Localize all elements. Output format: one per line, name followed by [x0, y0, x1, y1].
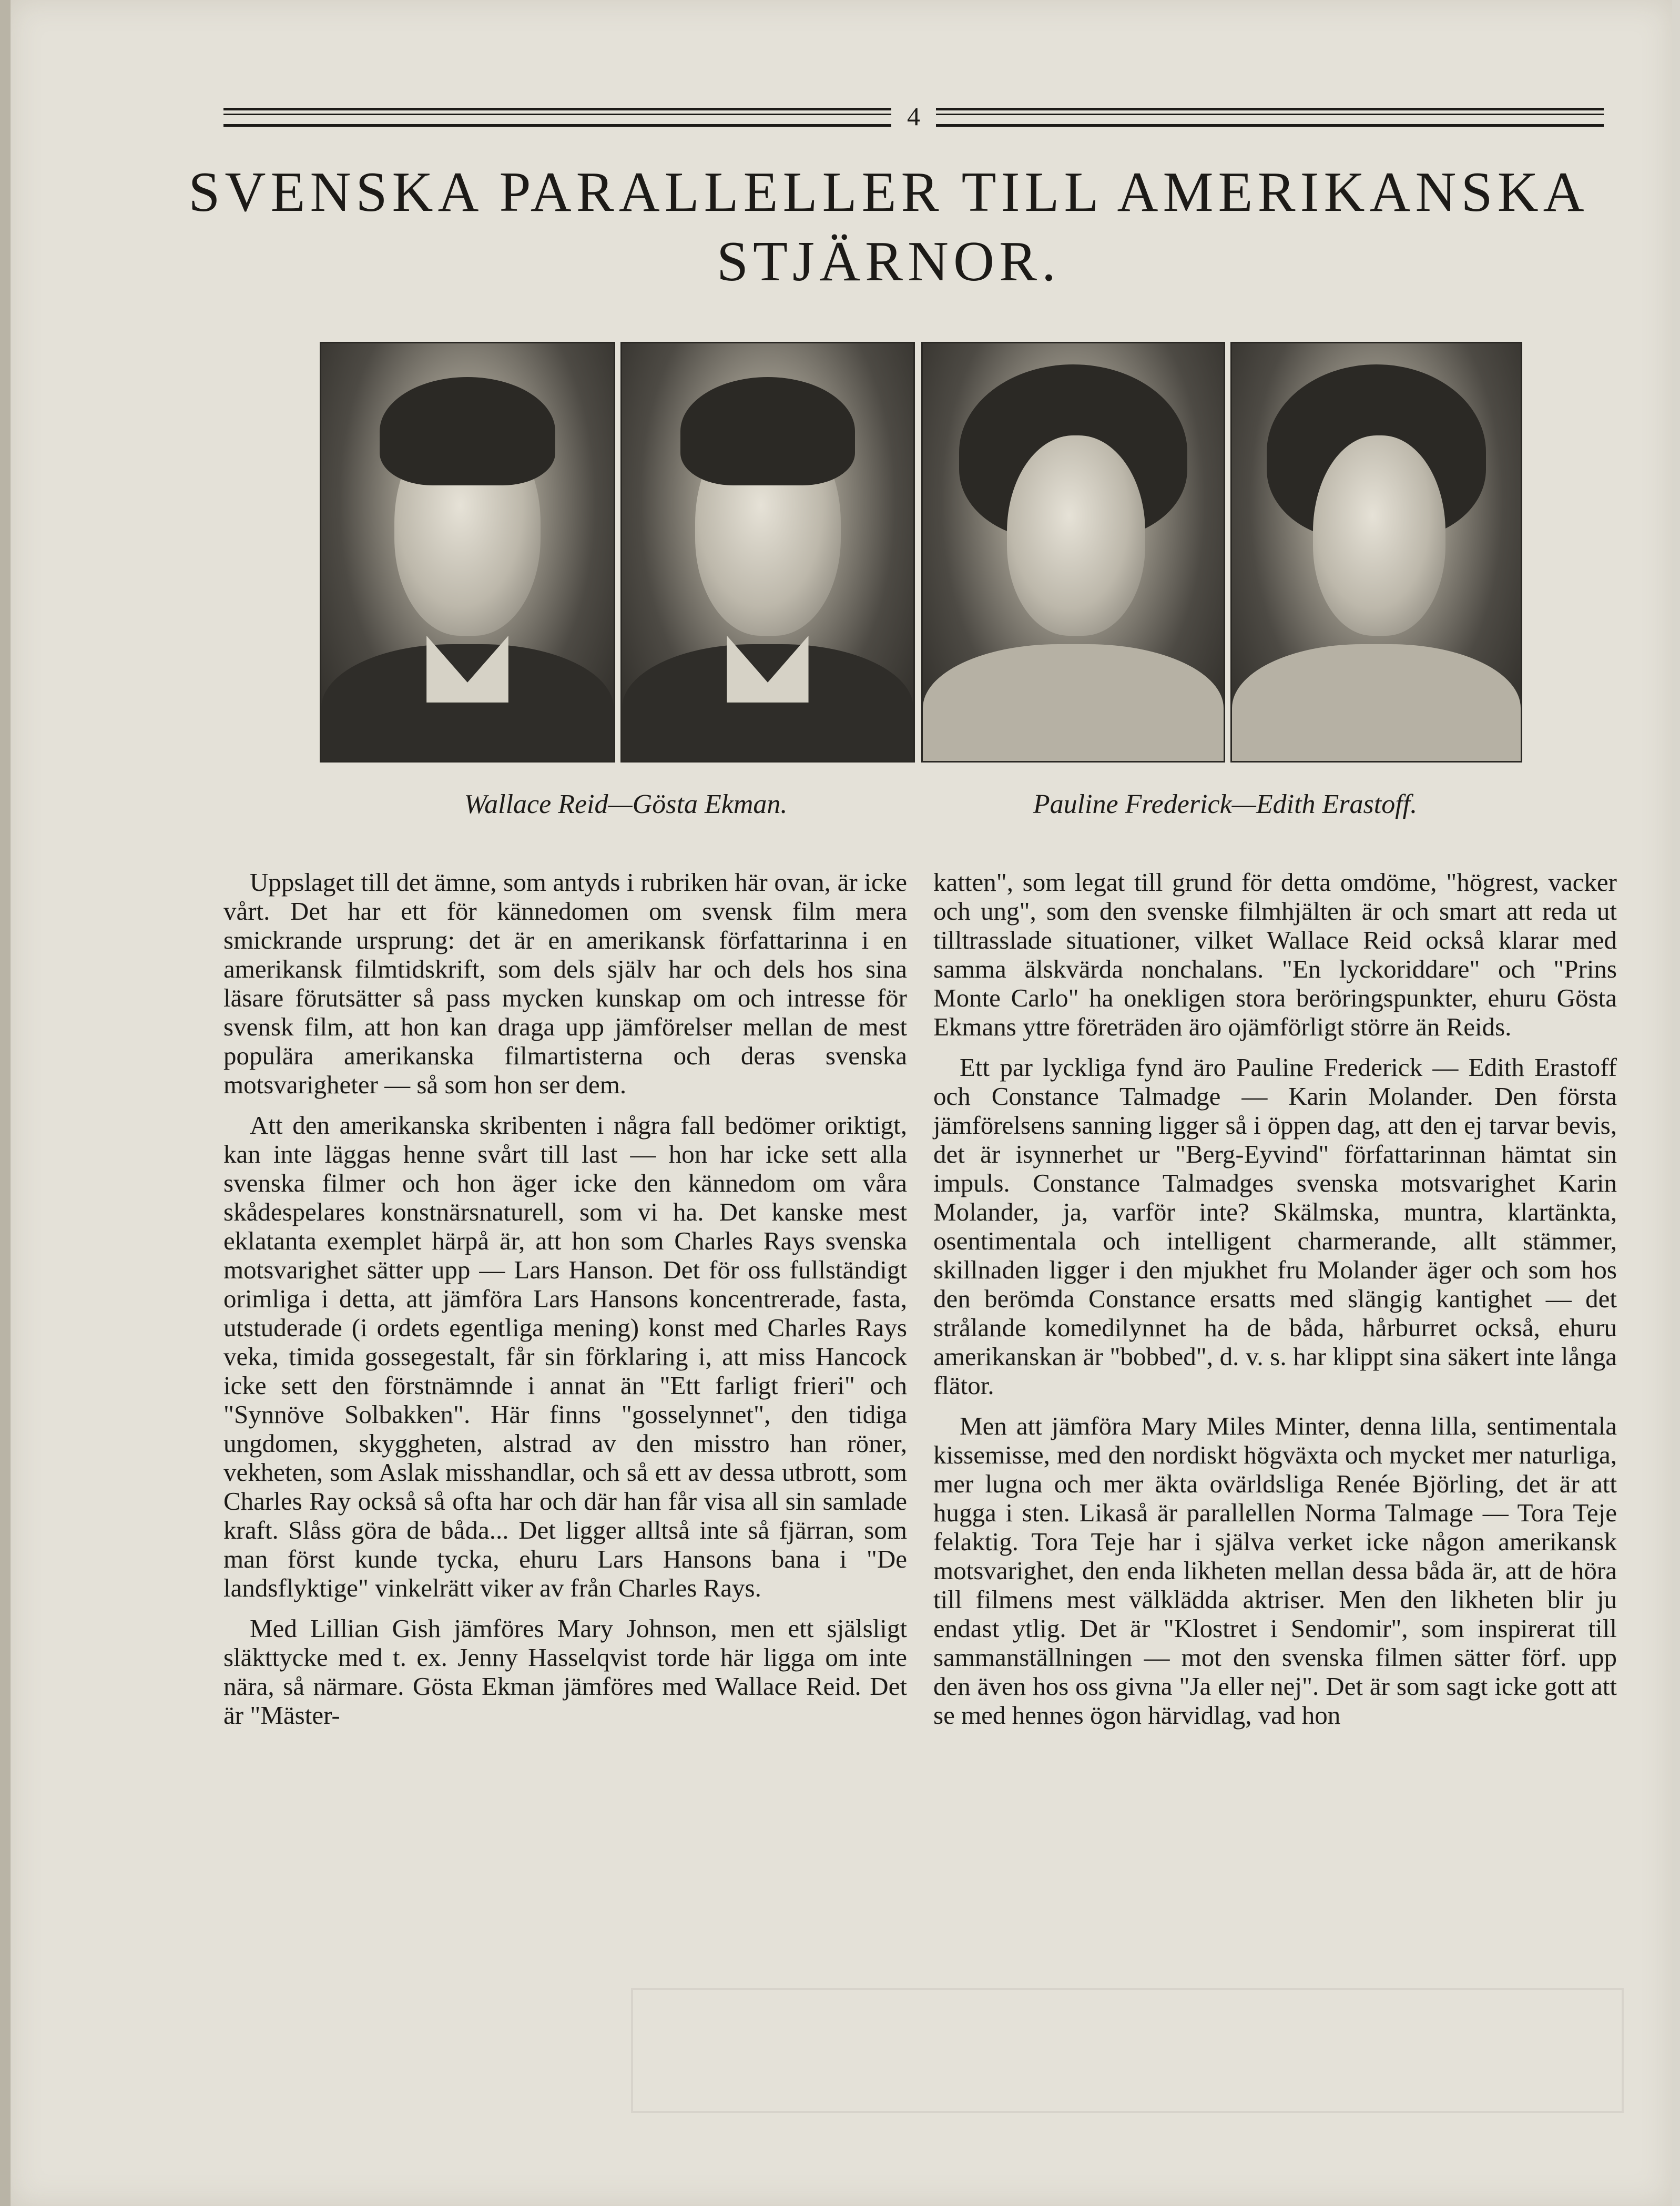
photo-caption-left: Wallace Reid—Gösta Ekman.: [464, 789, 788, 819]
article-headline: [158, 158, 1620, 297]
paragraph: Ett par lyckliga fynd äro Pauline Frederick — Edith Erastoff och Constance Talmadge — Karin Molander. Den första jämförelsens sanning ligger så i öppen dag, att den ej tarvar bevis, det är isynnerhet ur "Berg-Eyvind" författarinnan hämtat sin impuls. Constance Talmadges svenska motsvarighet Karin Molander, ja, varför inte? Skälmska, muntra, klartänkta, osentimentala och intelligent charmerande, allt stämmer, skillnaden ligger i den mjukhet fru Molander äger och som hos den berömda Constance ersatts med slängig kantighet — det strålande komedilynnet ha de båda, hårburret också, ehuru amerikanskan är "bobbed", d. v. s. har klippt sina säkert inte långa flätor.: [933, 1053, 1617, 1400]
header-rule-right: [936, 108, 1604, 127]
article-column-right: [933, 868, 1617, 1741]
header-rule-left: [223, 108, 891, 127]
portrait-photo-2: [620, 342, 915, 763]
paragraph: Uppslaget till det ämne, som antyds i rubriken här ovan, är icke vårt. Det har ett för kännedomen om svensk film mera smickrande ursprung: det är en amerikansk författarinna i en amerikansk filmtidskrift, som dels själv har och dels hos sina läsare förutsätter så pass mycken kunskap om och intresse för svensk film, att hon kan draga upp jämförelser mellan de mest populära amerikanska filmartisterna och deras svenska motsvarigheter — så som hon ser dem.: [223, 868, 907, 1099]
paragraph: Att den amerikanska skribenten i några fall bedömer oriktigt, kan inte läggas henne svårt till last — hon har icke sett alla svenska filmer och hon äger icke den kännedom om våra skådespelares konstnärsnaturell, som vi ha. Det kanske mest eklatanta exemplet härpå är, att hon som Charles Rays svenska motsvarighet sätter upp — Lars Hanson. Det för oss fullständigt orimliga i detta, att jämföra Lars Hansons koncentrerade, fasta, utstuderade (i ordets egentliga mening) konst med Charles Rays veka, timida gossegestalt, får sin förklaring i, att miss Hancock icke sett den förstnämnde i annat än "Ett farligt frieri" och "Synnöve Solbakken". Här finns "gosselynnet", den tidiga ungdomen, skyggheten, alstrad av den misstro han röner, vekheten, som Aslak misshandlar, och så ett av dessa utbrott, som Charles Ray också så ofta har och där han får visa all sin samlade kraft. Slåss göra de båda... Det ligger alltså inte så fjärran, som man först kunde tycka, ehuru Lars Hansons bana i "De landsflyktige" vinkelrätt viker av från Charles Rays.: [223, 1111, 907, 1602]
page-number: 4: [907, 101, 920, 131]
portrait-photo-4: [1230, 342, 1522, 763]
headline-line-2: STJÄRNOR.: [716, 230, 1061, 293]
article-column-left: [223, 868, 907, 1741]
paragraph: Med Lillian Gish jämföres Mary Johnson, men ett själsligt släkttycke med t. ex. Jenny Hasselqvist torde här ligga om inte nära, så närmare. Gösta Ekman jämföres med Wallace Reid. Det är "Mäster-: [223, 1614, 907, 1730]
headline-line-1: SVENSKA PARALLELLER TILL AMERIKANSKA: [188, 161, 1589, 223]
bleed-through: [631, 1988, 1624, 2113]
page-edge: [0, 0, 11, 2206]
photo-caption-right: Pauline Frederick—Edith Erastoff.: [1033, 789, 1418, 819]
portrait-photo-3: [921, 342, 1225, 763]
paragraph: Men att jämföra Mary Miles Minter, denna lilla, sentimentala kissemisse, med den nordiskt högväxta och mycket mer naturliga, mer lugna och mer äkta ovärldsliga Renée Björling, det är att hugga i sten. Likaså är parallellen Norma Talmage — Tora Teje felaktig. Tora Teje har i själva verket icke någon amerikansk motsvarighet, den enda likheten mellan dessa båda är, att de höra till filmens mest välklädda aktriser. Men den likheten blir ju endast ytlig. Det är "Klostret i Sendomir", som inspirerat till sammanställningen — mot den svenska filmen sätter förf. upp den även hos oss givna "Ja eller nej". Det är som sagt icke gott att se med hennes ögon härvidlag, vad hon: [933, 1411, 1617, 1730]
portrait-photo-1: [320, 342, 615, 763]
paragraph: katten", som legat till grund för detta omdöme, "högrest, vacker och ung", som den svenske filmhjälten är och smart att reda ut tilltrasslade situationer, vilket Wallace Reid också klarar med samma älskvärda nonchalans. "En lyckoriddare" och "Prins Monte Carlo" ha onekligen stora beröringspunkter, ehuru Gösta Ekmans yttre företräden äro ojämförligt större än Reids.: [933, 868, 1617, 1041]
